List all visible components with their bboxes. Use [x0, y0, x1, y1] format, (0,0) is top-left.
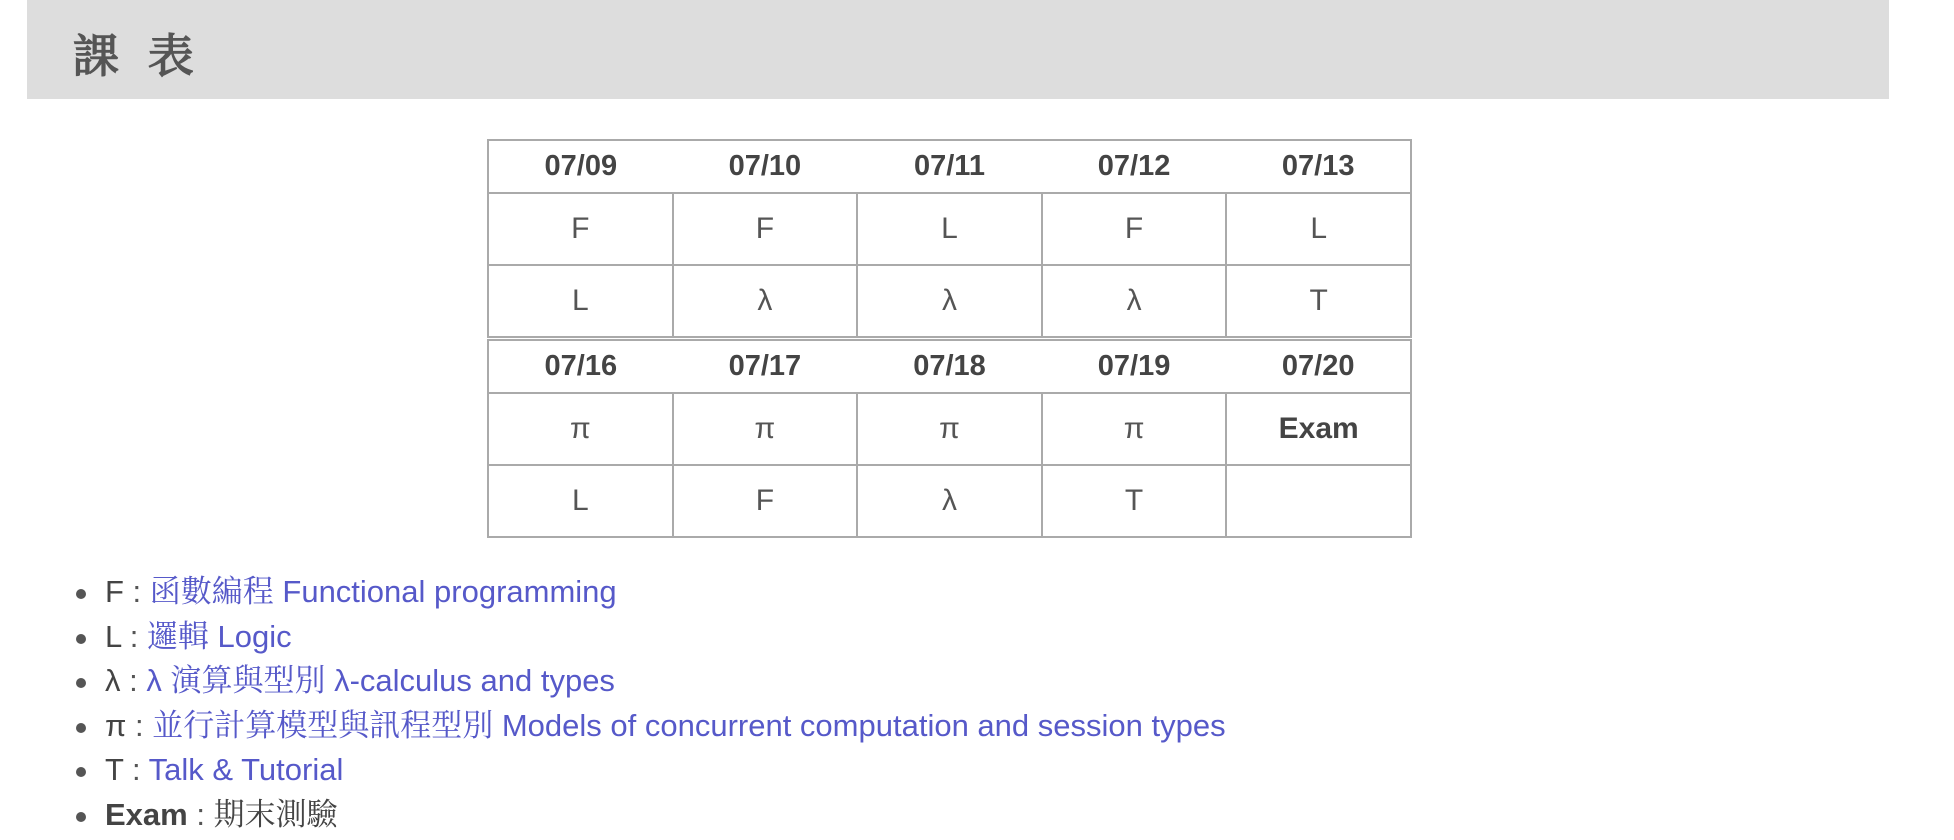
- session-row: [488, 465, 1411, 537]
- legend-exam-desc: 期末測驗: [213, 796, 338, 832]
- session-cell: L: [1226, 193, 1411, 265]
- session-row: [488, 265, 1411, 337]
- legend-link-talk[interactable]: Talk & Tutorial: [148, 752, 344, 787]
- session-cell: T: [1226, 265, 1411, 337]
- legend-item: [105, 704, 1226, 749]
- session-cell: λ: [1042, 265, 1227, 337]
- session-cell: λ: [857, 465, 1042, 537]
- session-cell: T: [1042, 465, 1227, 537]
- session-row: [488, 193, 1411, 265]
- legend-separator: :: [126, 707, 153, 743]
- date-header: 07/17: [673, 340, 858, 393]
- date-header: 07/18: [857, 340, 1042, 393]
- date-header: 07/19: [1042, 340, 1227, 393]
- legend-item: [105, 615, 1226, 660]
- session-cell: F: [673, 193, 858, 265]
- session-cell: π: [673, 393, 858, 465]
- session-cell: L: [488, 265, 673, 337]
- legend-key: Exam: [105, 796, 188, 832]
- legend-separator: :: [123, 574, 150, 609]
- schedule-table-week-2: [487, 339, 1412, 538]
- session-cell: λ: [857, 265, 1042, 337]
- legend-separator: :: [123, 752, 149, 787]
- date-header-row: [488, 140, 1411, 193]
- session-cell: F: [1042, 193, 1227, 265]
- date-header: 07/20: [1226, 340, 1411, 393]
- session-cell: π: [1042, 393, 1227, 465]
- legend-item: [105, 570, 1226, 615]
- date-header: 07/10: [673, 140, 858, 193]
- schedule-table-week-1: [487, 139, 1412, 338]
- legend-link-pi[interactable]: 並行計算模型與訊程型別 Models of concurrent computation and session types: [152, 707, 1226, 743]
- date-header: 07/11: [857, 140, 1042, 193]
- legend-link-logic[interactable]: 邏輯 Logic: [146, 618, 292, 654]
- title-bar: [27, 0, 1889, 99]
- legend-separator: :: [187, 796, 214, 832]
- date-header: 07/12: [1042, 140, 1227, 193]
- legend-item: [105, 793, 1226, 838]
- legend-item: [105, 659, 1226, 704]
- legend-item: [105, 748, 1226, 793]
- date-header: 07/09: [488, 140, 673, 193]
- session-cell: π: [488, 393, 673, 465]
- session-cell: L: [488, 465, 673, 537]
- session-cell: L: [857, 193, 1042, 265]
- exam-cell: Exam: [1226, 393, 1411, 465]
- legend-key: F: [105, 574, 124, 609]
- session-cell: F: [673, 465, 858, 537]
- legend-link-functional[interactable]: 函數編程 Functional programming: [149, 574, 617, 609]
- legend-separator: :: [121, 618, 147, 654]
- page-title: 課 表: [73, 30, 202, 82]
- date-header: 07/16: [488, 340, 673, 393]
- session-row: [488, 393, 1411, 465]
- date-header-row: [488, 340, 1411, 393]
- legend-key: L: [105, 618, 122, 654]
- legend-key: π: [105, 707, 127, 743]
- session-cell: π: [857, 393, 1042, 465]
- legend-link-lambda[interactable]: λ 演算與型別 λ-calculus and types: [146, 663, 615, 698]
- legend-list: [75, 570, 1226, 837]
- empty-cell: [1226, 465, 1411, 537]
- legend-key: T: [105, 752, 124, 787]
- legend-key: λ: [105, 663, 121, 698]
- date-header: 07/13: [1226, 140, 1411, 193]
- session-cell: λ: [673, 265, 858, 337]
- session-cell: F: [488, 193, 673, 265]
- legend-separator: :: [120, 663, 147, 698]
